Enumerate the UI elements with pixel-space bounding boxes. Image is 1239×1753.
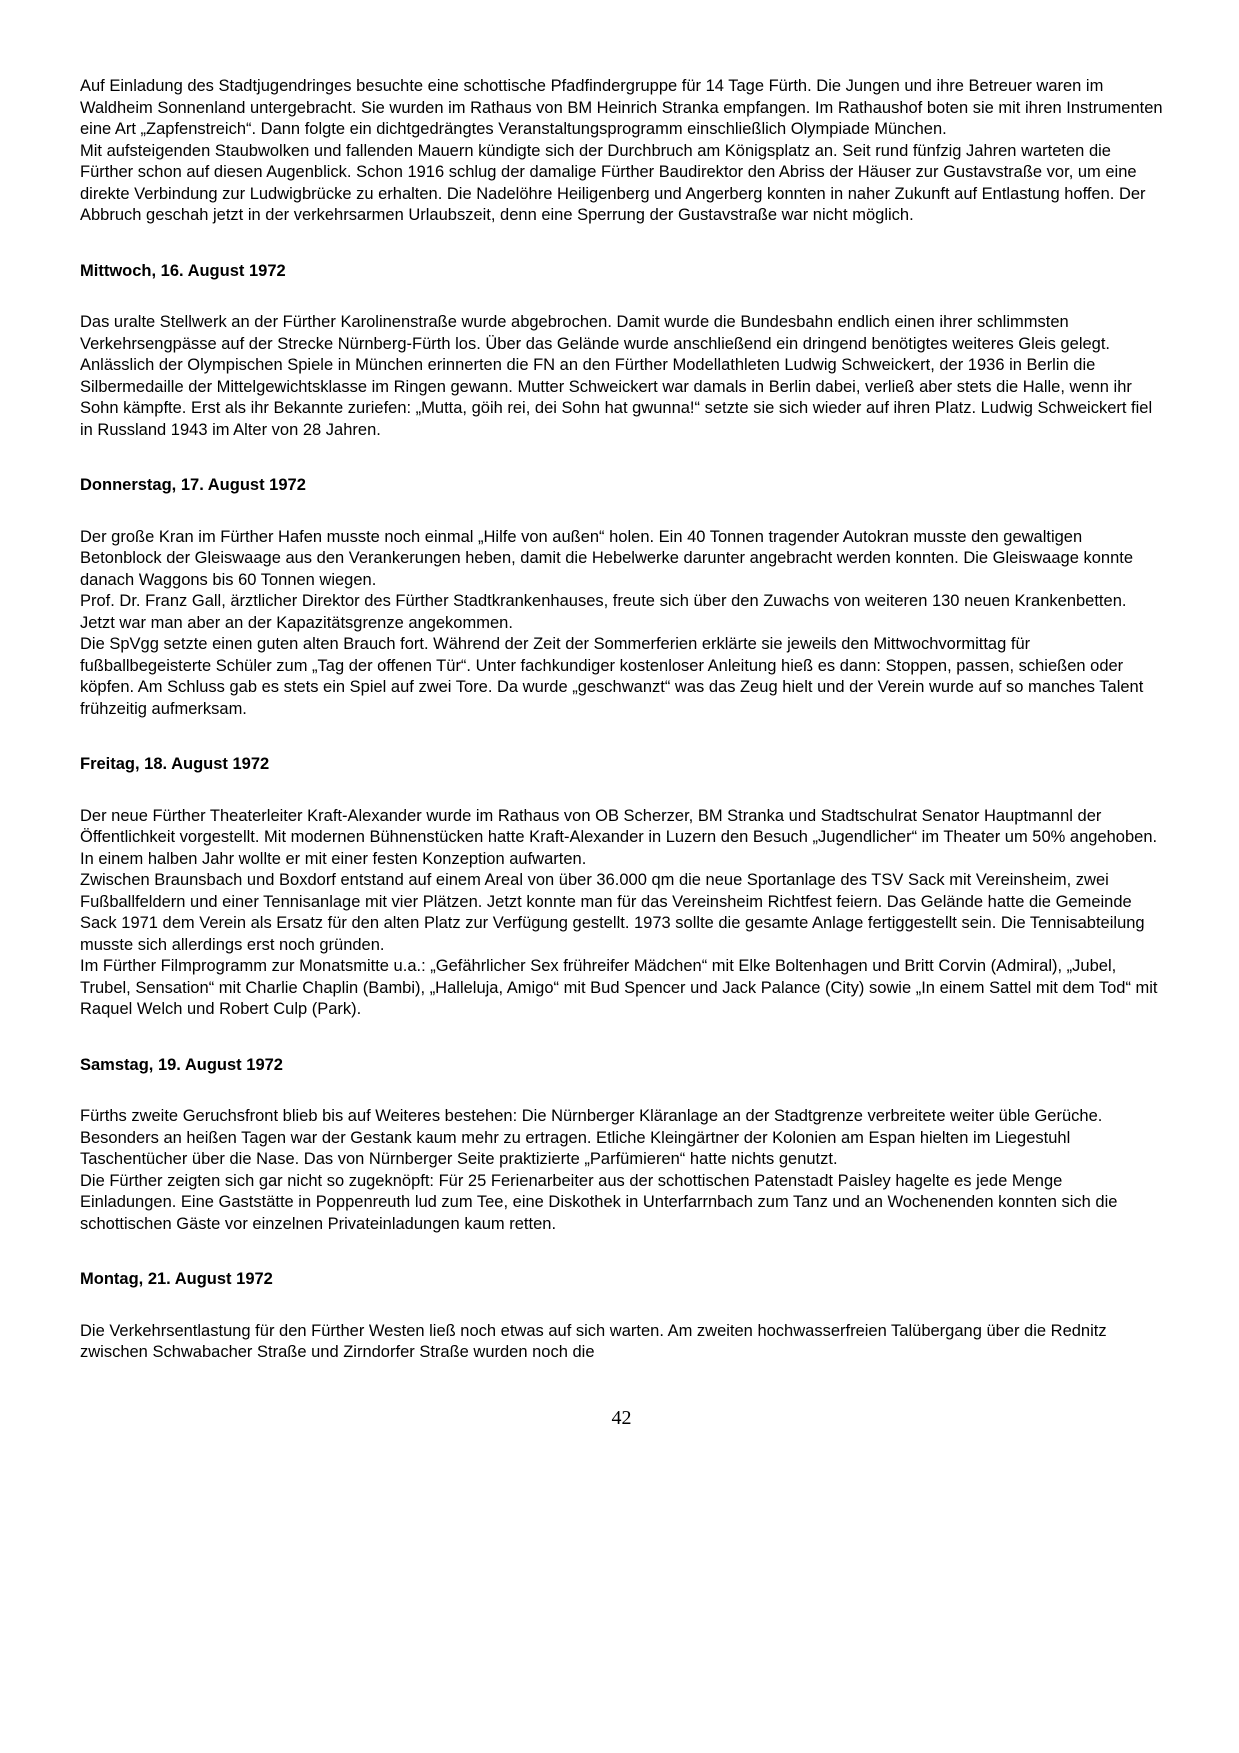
body-paragraph: Die SpVgg setzte einen guten alten Brauch fort. Während der Zeit der Sommerferien erklärte sie jeweils den Mittwochvormittag für fußballbegeisterte Schüler zum „Tag der offenen Tür“. Unter fachkundiger kostenloser Anleitung hieß es dann: Stoppen, passen, schießen oder köpfen. Am Schluss gab es stets ein Spiel auf zwei Tore. Da wurde „geschwanzt“ was das Zeug hielt und der Verein wurde auf so manches Talent frühzeitig aufmerksam. <box>80 635 1144 718</box>
section-heading: Mittwoch, 16. August 1972 <box>80 261 286 280</box>
section-heading: Montag, 21. August 1972 <box>80 1270 273 1288</box>
body-paragraph: Im Fürther Filmprogramm zur Monatsmitte u.a.: „Gefährlicher Sex frühreifer Mädchen“ mit Elke Boltenhagen und Britt Corvin (Admiral), „Jubel, Trubel, Sensation“ mit Charlie Chaplin (Bambi), „Halleluja, Amigo“ mit Bud Spencer und Jack Palance (City) sowie „In einem Sattel mit dem Tod“ mit Raquel Welch und Robert Culp (Park). <box>80 957 1158 1018</box>
body-paragraph: Mit aufsteigenden Staubwolken und fallenden Mauern kündigte sich der Durchbruch am Königsplatz an. Seit rund fünfzig Jahren warteten die Fürther schon auf diesen Augenblick. Schon 1916 schlug der damalige Fürther Baudirektor den Abriss der Häuser zur Gustavstraße vor, um eine direkte Verbindung zur Ludwigbrücke zu erhalten. Die Nadelöhre Heiligenberg und Angerberg konnten in naher Zukunft auf Entlastung hoffen. Der Abbruch geschah jetzt in der verkehrsarmen Urlaubszeit, denn eine Sperrung der Gustavstraße war nicht möglich. <box>80 141 1146 224</box>
document-body <box>80 76 1163 1364</box>
body-paragraph: Der neue Fürther Theaterleiter Kraft-Alexander wurde im Rathaus von OB Scherzer, BM Stranka und Stadtschulrat Senator Hauptmannl der Öffentlichkeit vorgestellt. Mit modernen Bühnenstücken hatte Kraft-Alexander in Luzern den Besuch „Jugendlicher“ im Theater um 50% angehoben. In einem halben Jahr wollte er mit einer festen Konzeption aufwarten. <box>80 806 1158 868</box>
section-heading: Freitag, 18. August 1972 <box>80 755 270 773</box>
body-paragraph: Der große Kran im Fürther Hafen musste noch einmal „Hilfe von außen“ holen. Ein 40 Tonnen tragender Autokran musste den gewaltigen Betonblock der Gleiswaage aus den Verankerungen heben, damit die Hebelwerke darunter angebracht werden konnten. Die Gleiswaage konnte danach Waggons bis 60 Tonnen wiegen. <box>80 527 1134 589</box>
body-paragraph: Auf Einladung des Stadtjugendringes besuchte eine schottische Pfadfindergruppe für 14 Tage Fürth. Die Jungen und ihre Betreuer waren im Waldheim Sonnenland untergebracht. Sie wurden im Rathaus von BM Heinrich Stranka empfangen. Im Rathaushof boten sie mit ihren Instrumenten eine Art „Zapfenstreich“. Dann folgte ein dichtgedrängtes Veranstaltungsprogramm einschließlich Olympiade München. <box>80 77 1163 138</box>
body-paragraph: Prof. Dr. Franz Gall, ärztlicher Direktor des Fürther Stadtkrankenhauses, freute sich über den Zuwachs von weiteren 130 neuen Krankenbetten. Jetzt war man aber an der Kapazitätsgrenze angekommen. <box>80 592 1127 632</box>
body-paragraph: Anlässlich der Olympischen Spiele in München erinnerten die FN an den Fürther Modellathleten Ludwig Schweickert, der 1936 in Berlin die Silbermedaille der Mittelgewichtsklasse im Ringen gewann. Mutter Schweickert war damals in Berlin dabei, verließ aber stets die Halle, wenn ihr Sohn kämpfte. Erst als ihr Bekannte zuriefen: „Mutta, göih rei, dei Sohn hat gwunna!“ setzte sie sich wieder auf ihren Platz. Ludwig Schweickert fiel in Russland 1943 im Alter von 28 Jahren. <box>80 356 1153 439</box>
page-number: 42 <box>611 1406 632 1429</box>
body-paragraph: Die Fürther zeigten sich gar nicht so zugeknöpft: Für 25 Ferienarbeiter aus der schottischen Patenstadt Paisley hagelte es jede Menge Einladungen. Eine Gaststätte in Poppenreuth lud zum Tee, eine Diskothek in Unterfarrnbach zum Tanz und an Wochenenden konnten sich die schottischen Gäste vor einzelnen Privateinladungen kaum retten. <box>80 1171 1118 1233</box>
body-paragraph: Fürths zweite Geruchsfront blieb bis auf Weiteres bestehen: Die Nürnberger Kläranlage an der Stadtgrenze verbreitete weiter üble Gerüche. Besonders an heißen Tagen war der Gestank kaum mehr zu ertragen. Etliche Kleingärtner der Kolonien am Espan hielten im Liegestuhl Taschentücher über die Nase. Das von Nürnberger Seite praktizierte „Parfümieren“ hatte nichts genutzt. <box>80 1107 1103 1168</box>
body-paragraph: Die Verkehrsentlastung für den Fürther Westen ließ noch etwas auf sich warten. Am zweiten hochwasserfreien Talübergang über die Rednitz zwischen Schwabacher Straße und Zirndorfer Straße wurden noch die <box>80 1321 1107 1361</box>
body-paragraph: Zwischen Braunsbach und Boxdorf entstand auf einem Areal von über 36.000 qm die neue Sportanlage des TSV Sack mit Vereinsheim, zwei Fußballfeldern und einer Tennisanlage mit vier Plätzen. Jetzt konnte man für das Vereinsheim Richtfest feiern. Das Gelände hatte die Gemeinde Sack 1971 dem Verein als Ersatz für den alten Platz zur Verfügung gestellt. 1973 sollte die gesamte Anlage fertiggestellt sein. Die Tennisabteilung musste sich allerdings erst noch gründen. <box>80 871 1145 954</box>
body-paragraph: Das uralte Stellwerk an der Fürther Karolinenstraße wurde abgebrochen. Damit wurde die Bundesbahn endlich einen ihrer schlimmsten Verkehrsengpässe auf der Strecke Nürnberg-Fürth los. Über das Gelände wurde anschließend ein dringend benötigtes weiteres Gleis gelegt. <box>80 313 1111 353</box>
section-heading: Samstag, 19. August 1972 <box>80 1055 283 1074</box>
section-heading: Donnerstag, 17. August 1972 <box>80 476 306 494</box>
